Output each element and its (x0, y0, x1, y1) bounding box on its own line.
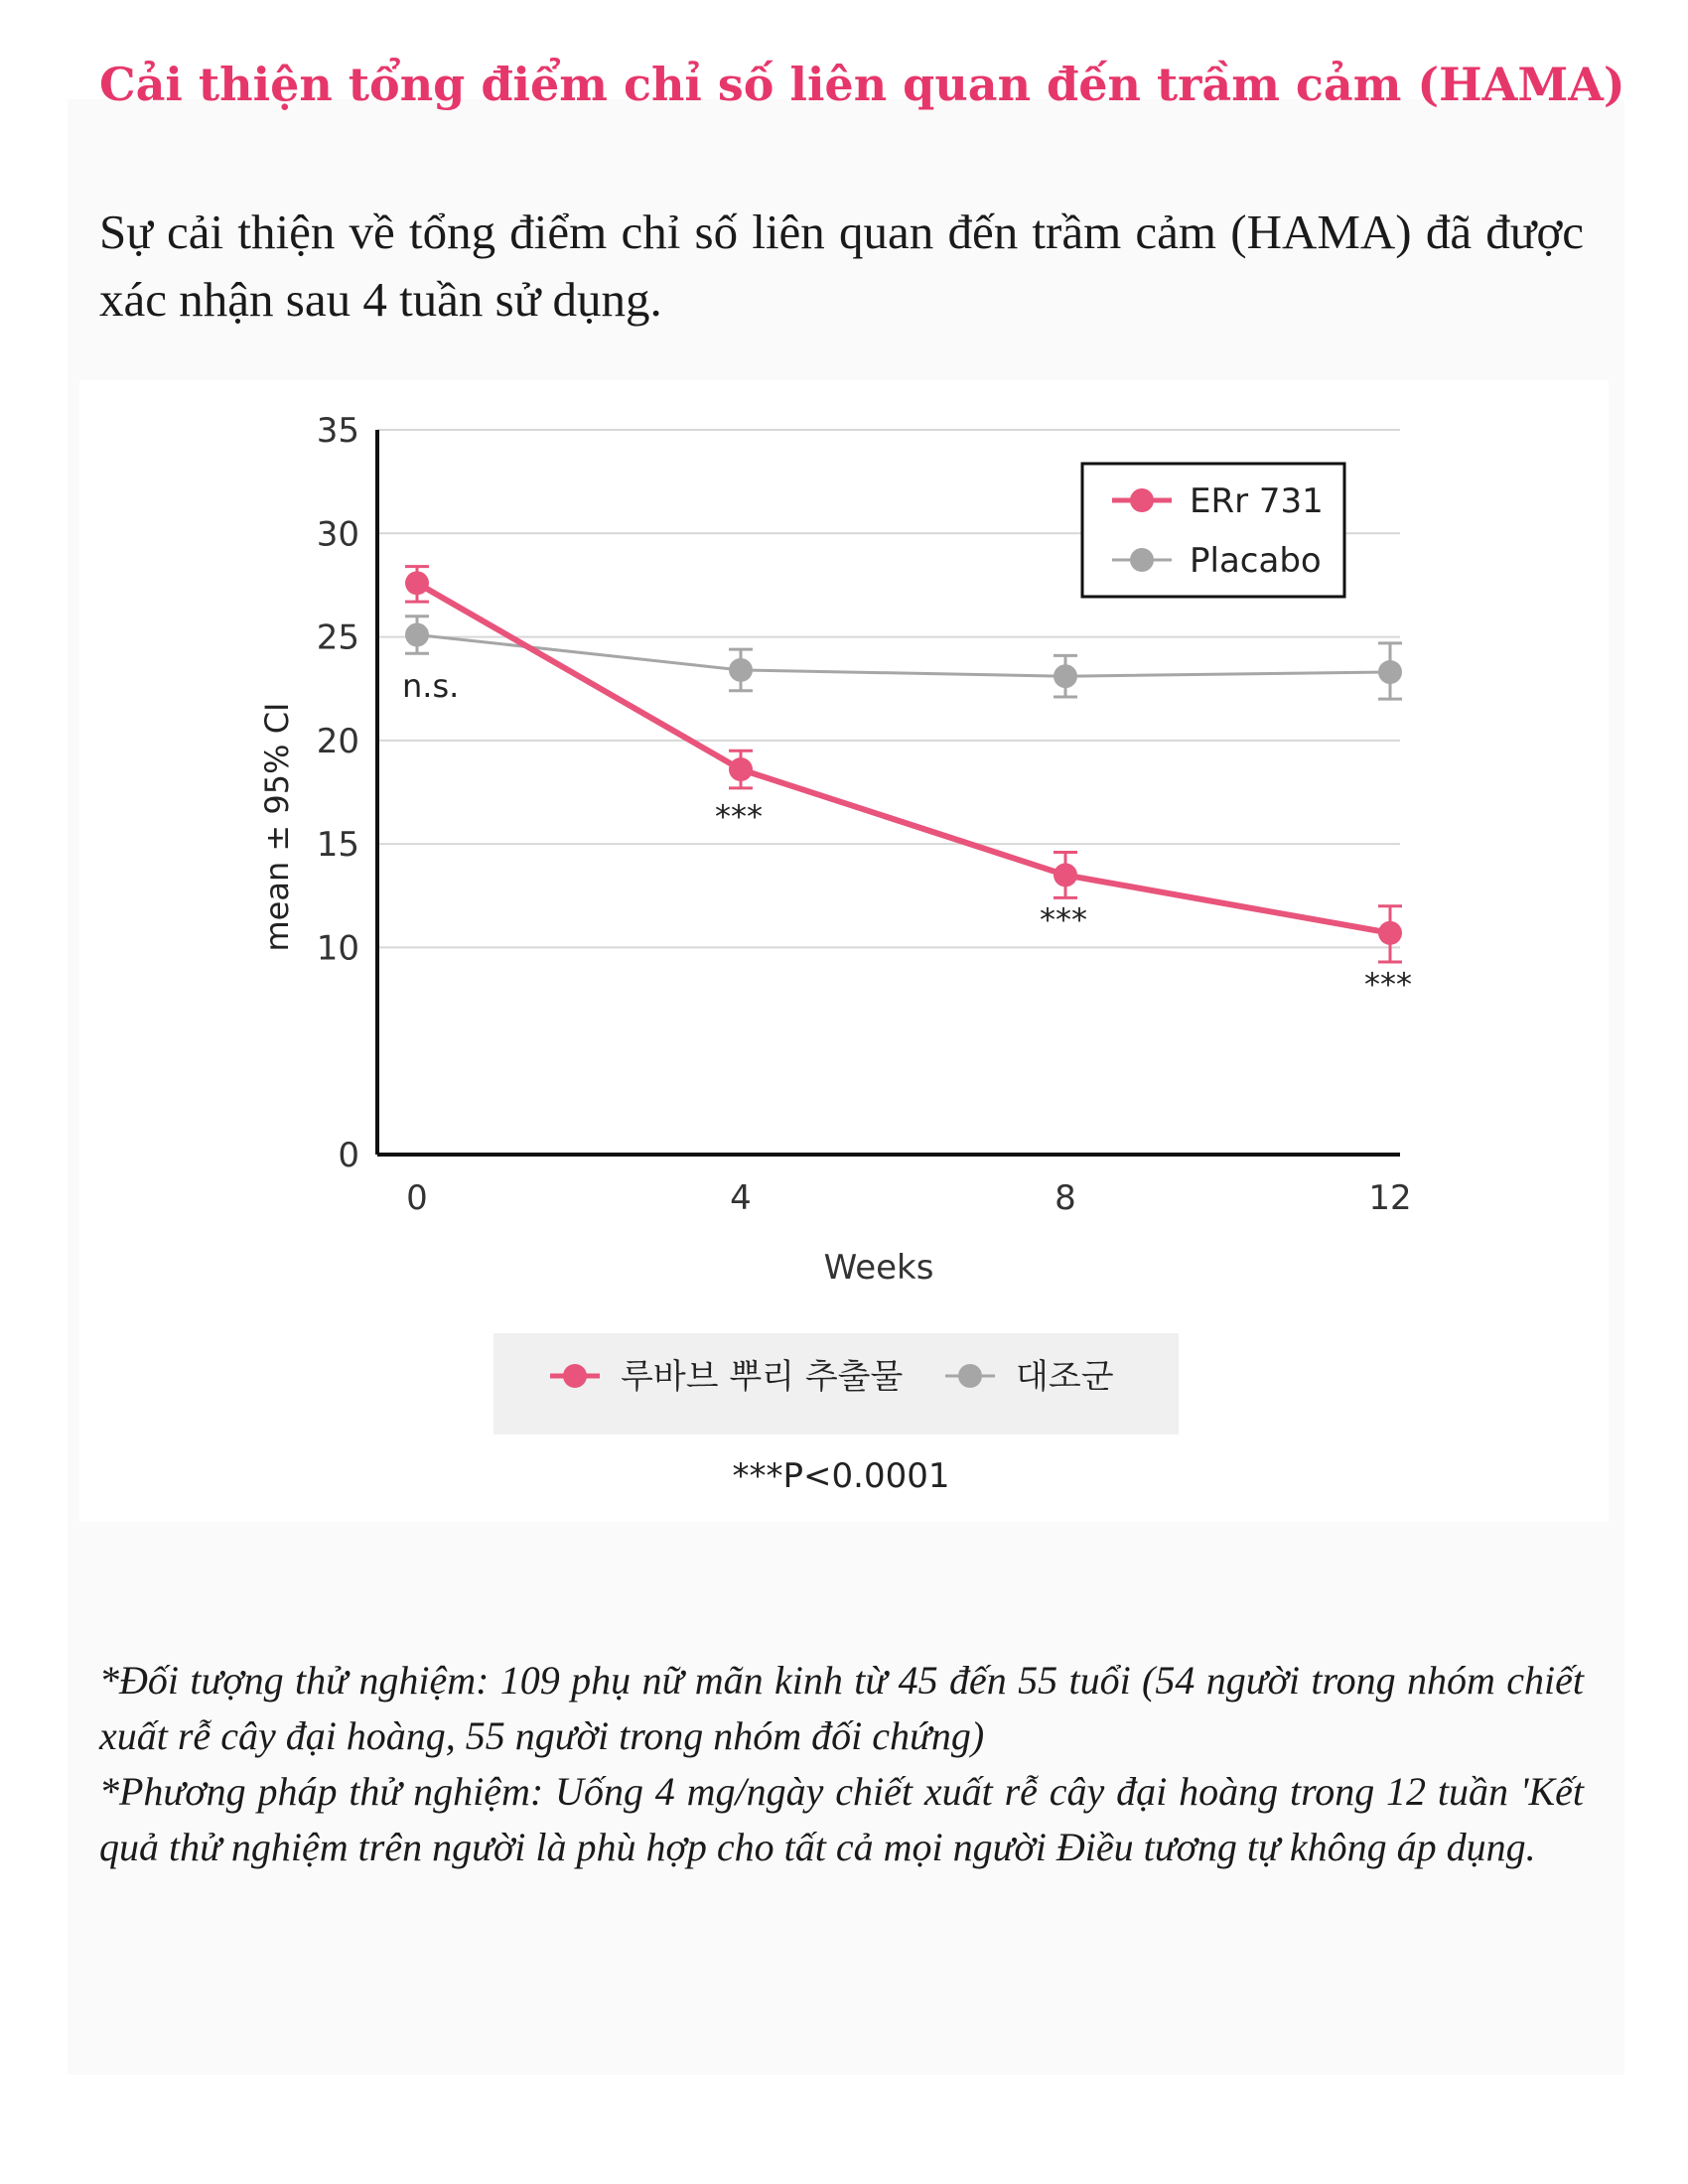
annotation-0: n.s. (402, 667, 460, 706)
bottom-legend-marker-1 (958, 1364, 982, 1388)
data-point-1-1 (729, 658, 753, 682)
chart-area (79, 380, 1609, 1522)
y-tick-label-2: 15 (316, 825, 359, 866)
intro-paragraph: Sự cải thiện về tổng điểm chỉ số liên quan đến trầm cảm (HAMA) đã được xác nhận sau 4 tuần sử dụng. (99, 205, 1584, 327)
footnotes (99, 1653, 1584, 1875)
annotation-2: *** (1040, 900, 1087, 939)
data-point-0-3 (1378, 921, 1402, 945)
annotation-1: *** (715, 797, 763, 836)
footnote-subjects: *Đối tượng thử nghiệm: 109 phụ nữ mãn kinh từ 45 đến 55 tuổi (54 người trong nhóm chiết xuất rễ cây đại hoàng, 55 người trong nhóm đối chứng) (99, 1658, 1584, 1758)
data-point-1-0 (405, 622, 429, 646)
y-tick-label-5: 30 (316, 514, 359, 555)
legend-marker-0 (1130, 488, 1154, 512)
y-tick-label-3: 20 (316, 721, 359, 761)
bottom-legend-label-0: 루바브 뿌리 추출물 (621, 1357, 904, 1397)
y-tick-label-1: 10 (316, 928, 359, 969)
x-tick-label-0: 0 (406, 1178, 428, 1218)
data-point-0-0 (405, 571, 429, 595)
pvalue-note: ***P<0.0001 (732, 1456, 950, 1496)
footnote-method: *Phương pháp thử nghiệm: Uống 4 mg/ngày chiết xuất rễ cây đại hoàng trong 12 tuần 'Kết quả thử nghiệm trên người là phù hợp cho tất cả mọi người Điều tương tự không áp dụng. (99, 1769, 1584, 1869)
legend-label-1: Placabo (1190, 541, 1322, 581)
bottom-legend-label-1: 대조군 (1016, 1357, 1114, 1397)
y-tick-label-6: 35 (316, 411, 359, 451)
legend-label-0: ERr 731 (1190, 481, 1324, 521)
y-axis-label: mean ± 95% CI (258, 702, 296, 952)
y-tick-label-4: 25 (316, 617, 359, 658)
legend-marker-1 (1130, 548, 1154, 572)
page-title: Cải thiện tổng điểm chỉ số liên quan đến trầm cảm (HAMA) (99, 58, 1625, 111)
x-axis-label: Weeks (823, 1248, 934, 1288)
bottom-legend-marker-0 (563, 1364, 587, 1388)
data-point-1-3 (1378, 660, 1402, 684)
line-chart (79, 380, 1609, 1522)
data-point-0-2 (1054, 863, 1077, 887)
x-tick-label-2: 8 (1055, 1178, 1076, 1218)
x-tick-label-1: 4 (730, 1178, 752, 1218)
data-point-1-2 (1054, 664, 1077, 688)
y-tick-label-0: 0 (338, 1136, 359, 1175)
annotation-3: *** (1364, 965, 1412, 1004)
series-line-0 (417, 583, 1390, 932)
data-point-0-1 (729, 757, 753, 781)
x-tick-label-3: 12 (1368, 1178, 1412, 1218)
